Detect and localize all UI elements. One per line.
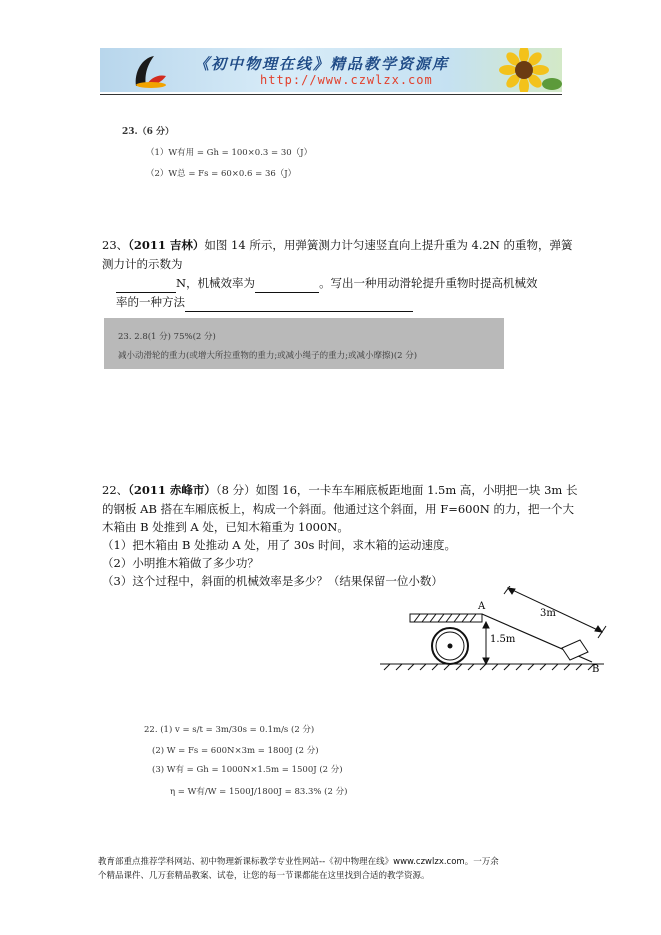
height-arrow <box>483 622 489 664</box>
q23-line3-text: 。写出一种用动滑轮提升重物时提高机械效 <box>319 276 538 290</box>
label-length: 3m <box>540 608 556 619</box>
label-a: A <box>478 601 486 612</box>
q23-line4 <box>116 293 413 312</box>
q23-number: 23、 <box>102 238 129 252</box>
answer22-line1: 22. (1) v = s/t = 3m/30s = 0.1m/s (2 分) <box>144 725 315 735</box>
sunflower-icon <box>480 48 562 92</box>
q22-source: （2011 赤峰市） <box>128 483 216 497</box>
q23-line3-unit: N，机械效率为 <box>176 276 256 290</box>
answer22-line3: (3) W有 = Gh = 1000N×1.5m = 1500J (2 分) <box>152 765 343 775</box>
q22-line1 <box>102 481 577 500</box>
answer22-line2: (2) W = Fs = 600N×3m = 1800J (2 分) <box>152 746 319 756</box>
answer22-line4: η = W有/W = 1500J/1800J = 83.3% (2 分) <box>170 787 348 797</box>
label-height: 1.5m <box>490 634 516 645</box>
q23-line4-text: 率的一种方法 <box>116 295 185 309</box>
q23-blank-force <box>116 280 176 293</box>
ramp-figure <box>374 586 630 686</box>
answer23a-heading: 23.（6 分） <box>122 127 175 137</box>
q22-sub3: （3）这个过程中，斜面的机械效率是多少？（结果保留一位小数） <box>102 574 443 588</box>
q22-sub2: （2）小明推木箱做了多少功？ <box>102 556 259 570</box>
footer-line2: 个精品课件、几万套精品教案、试卷，让您的每一节课都能在这里找到合适的教学资源。 <box>98 871 430 881</box>
q23-line1-text: 如图 14 所示，用弹簧测力计匀速竖直向上提升重为 4.2N 的重物，弹簧 <box>204 238 573 252</box>
answer23a-line2: （2）W总 = Fs = 60×0.6 = 36（J） <box>146 169 297 179</box>
header-divider <box>100 94 562 95</box>
answer23b-line2: 减小动滑轮的重力(或增大所拉重物的重力;或减小绳子的重力;或减小摩擦)(2 分) <box>118 351 418 361</box>
answer23b-scan <box>104 318 504 369</box>
q23-line3 <box>116 274 538 293</box>
ground-line <box>380 664 604 670</box>
answer23a-line1: （1）W有用 = Gh = 100×0.3 = 30（J） <box>146 148 313 158</box>
q22-number: 22、 <box>102 483 129 497</box>
q23-source: （2011 吉林） <box>128 238 205 252</box>
q23-blank-efficiency <box>255 280 319 293</box>
q22-line1-text: （8 分）如图 16，一卡车车厢底板距地面 1.5m 高，小明把一块 3m 长 <box>215 483 578 497</box>
page-footer <box>98 855 568 883</box>
wheel-icon <box>432 628 468 664</box>
header-banner <box>100 48 562 92</box>
answer23b-line1: 23. 2.8(1 分) 75%(2 分) <box>118 332 216 342</box>
label-b: B <box>592 664 600 675</box>
site-logo-icon <box>128 52 172 90</box>
q22-line3: 木箱由 B 处推到 A 处，已知木箱重为 1000N。 <box>102 520 349 534</box>
q22-line2: 的钢板 AB 搭在车厢底板上，构成一个斜面。他通过这个斜面，用 F=600N 的力，把一个大 <box>102 502 575 516</box>
banner-url: http://www.czwlzx.com <box>260 73 433 87</box>
truck-bed <box>410 614 482 622</box>
q23-blank-method <box>185 299 413 312</box>
q22-sub1: （1）把木箱由 B 处推动 A 处，用了 30s 时间，求木箱的运动速度。 <box>102 538 457 552</box>
q23-line1 <box>102 236 573 255</box>
banner-title: 《初中物理在线》精品教学资源库 <box>194 55 450 73</box>
q23-line2: 测力计的示数为 <box>102 257 183 271</box>
footer-line1: 教育部重点推荐学科网站、初中物理新课标教学专业性网站--《初中物理在线》www.czwlzx.com。一万余 <box>98 857 499 867</box>
crate-icon <box>562 640 588 660</box>
